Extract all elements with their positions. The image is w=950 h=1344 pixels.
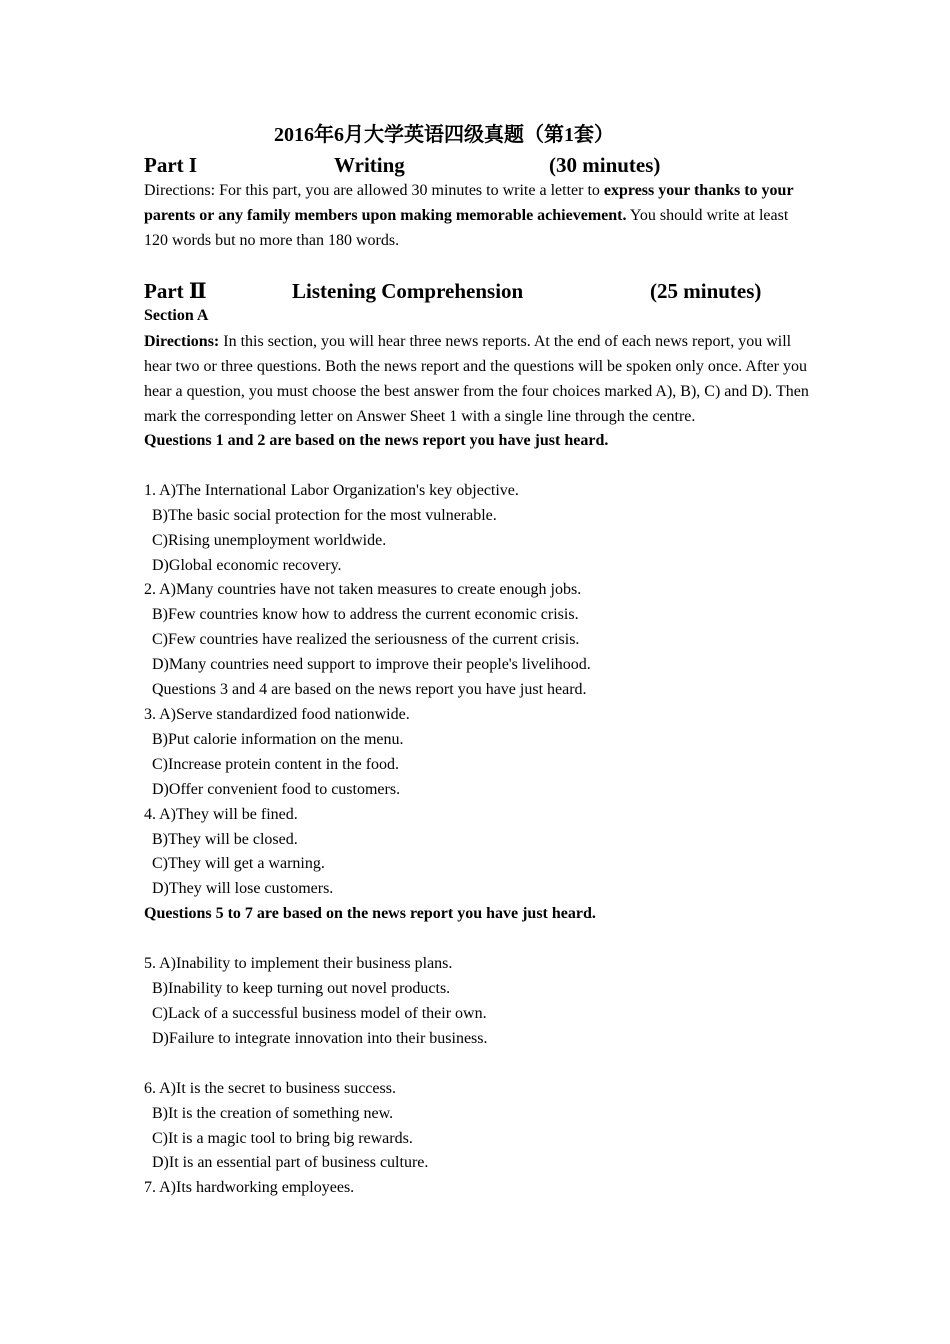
option: C)Increase protein content in the food. (152, 755, 400, 773)
part1-header (144, 152, 814, 178)
part2-time: (25 minutes) (650, 279, 762, 303)
question-1: 1. A)The International Labor Organization's key objective. (144, 481, 519, 499)
option: D)Global economic recovery. (152, 556, 342, 574)
option: B)Inability to keep turning out novel products. (152, 980, 451, 998)
question-6: 6. A)It is the secret to business success. (144, 1079, 396, 1097)
question-2: 2. A)Many countries have not taken measures to create enough jobs. (144, 581, 582, 599)
option: C)Lack of a successful business model of their own. (152, 1004, 487, 1022)
question-7: 7. A)Its hardworking employees. (144, 1179, 355, 1197)
option: D)Failure to integrate innovation into their business. (152, 1029, 488, 1047)
option: D)It is an essential part of business culture. (152, 1154, 429, 1172)
option: D)Many countries need support to improve their people's livelihood. (152, 656, 591, 674)
part2-directions (144, 329, 814, 429)
part1-label: Part I (144, 153, 198, 177)
part1-directions-task: express your thanks to your parents or any family members upon making memorable achievement. (144, 182, 794, 224)
part2-directions-label: Directions: (144, 332, 220, 350)
question-group-heading: Questions 3 and 4 are based on the news report you have just heard. (152, 681, 587, 699)
part1-directions-text: Directions: For this part, you are allowed 30 minutes to write a letter to (144, 182, 604, 199)
option: D)Offer convenient food to customers. (152, 780, 401, 798)
page-title: 2016年6月大学英语四级真题（第1套） (274, 124, 614, 146)
part2-header (144, 278, 814, 304)
option: C)It is a magic tool to bring big rewards. (152, 1129, 413, 1147)
question-group-heading: Questions 5 to 7 are based on the news report you have just heard. (144, 905, 596, 923)
option: C)Rising unemployment worldwide. (152, 531, 387, 549)
option: B)They will be closed. (152, 830, 298, 848)
part2-label: Part Ⅱ (144, 279, 207, 303)
option: B)Put calorie information on the menu. (152, 730, 404, 748)
question-group-heading: Questions 1 and 2 are based on the news report you have just heard. (144, 431, 609, 449)
part1-name: Writing (334, 153, 405, 177)
part1-directions (144, 178, 814, 253)
option: C)They will get a warning. (152, 855, 325, 873)
option: B)It is the creation of something new. (152, 1104, 394, 1122)
section-heading: Section A (144, 307, 209, 324)
option: B)The basic social protection for the most vulnerable. (152, 506, 497, 524)
part1-directions-requirement: You should write at least 120 words but no more than 180 words. (144, 207, 789, 249)
option: C)Few countries have realized the seriousness of the current crisis. (152, 631, 580, 649)
part1-time: (30 minutes) (549, 153, 661, 177)
document-page (144, 118, 814, 1201)
question-3: 3. A)Serve standardized food nationwide. (144, 705, 410, 723)
option: D)They will lose customers. (152, 880, 334, 898)
question-4: 4. A)They will be fined. (144, 805, 298, 823)
option: B)Few countries know how to address the current economic crisis. (152, 606, 579, 624)
part2-name: Listening Comprehension (292, 279, 524, 303)
question-5: 5. A)Inability to implement their business plans. (144, 955, 453, 973)
part2-directions-text: In this section, you will hear three news reports. At the end of each news report, you will hear two or three questions. Both the news report and the questions will be spoken only once. After you hear a question, you must choose the best answer from the four choices marked A), B), C) and D). Then mark the corresponding letter on Answer Sheet 1 with a single line through the centre. (144, 332, 809, 425)
